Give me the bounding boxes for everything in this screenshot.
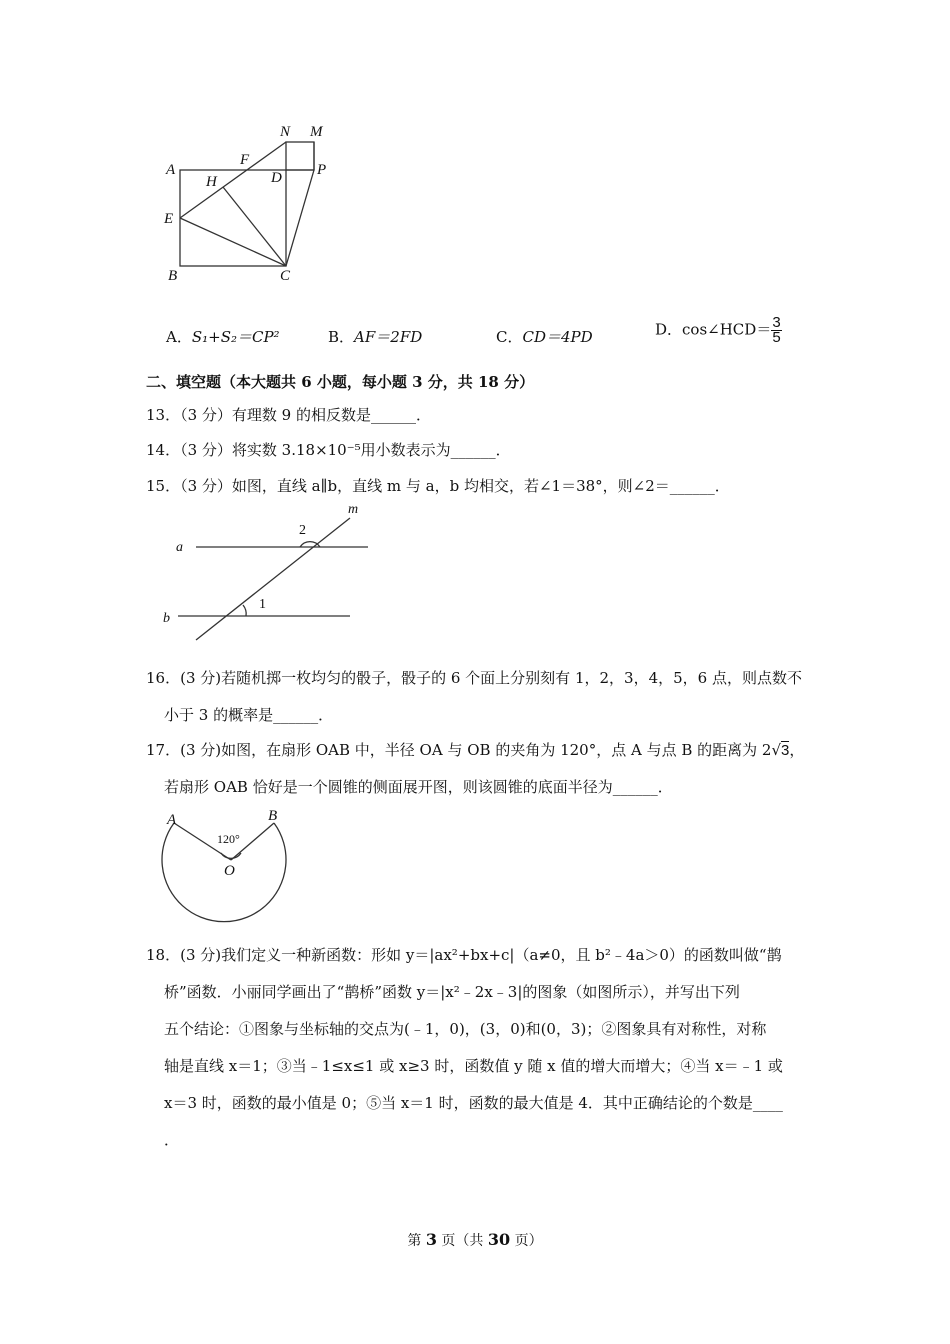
label-point-o: O bbox=[224, 863, 235, 879]
current-page: 3 bbox=[425, 1230, 437, 1249]
segment-hc bbox=[223, 187, 286, 266]
question-18-line-6: ． bbox=[164, 1131, 180, 1149]
choice-a: A．S₁+S₂＝CP² bbox=[166, 328, 280, 346]
label-angle-2: 2 bbox=[299, 523, 306, 538]
label-line-m: m bbox=[348, 502, 359, 517]
label-e: E bbox=[164, 211, 174, 227]
q12-geometry-figure bbox=[160, 118, 340, 288]
label-h: H bbox=[206, 174, 217, 190]
question-15: 15．（3 分）如图，直线 a∥b，直线 m 与 a，b 均相交，若∠1＝38°，则∠2＝______． bbox=[146, 477, 730, 495]
angle-2-arc bbox=[300, 542, 320, 547]
segment-pc bbox=[286, 170, 314, 266]
question-18-line-1: 18．(3 分)我们定义一种新函数：形如 y＝|ax²+bx+c|（a≠0，且 b²﹣4a＞0）的函数叫做“鹊 bbox=[146, 946, 782, 964]
choice-c: C．CD＝4PD bbox=[496, 328, 593, 346]
sqrt-symbol: √ bbox=[771, 741, 782, 759]
question-17-line-2: 若扇形 OAB 恰好是一个圆锥的侧面展开图，则该圆锥的底面半径为______． bbox=[164, 778, 673, 796]
question-14: 14．（3 分）将实数 3.18×10⁻⁵用小数表示为______． bbox=[146, 441, 511, 459]
label-point-b: B bbox=[268, 808, 278, 824]
section-title: 二、填空题（本大题共 6 小题，每小题 3 分，共 18 分） bbox=[146, 373, 535, 391]
label-f: F bbox=[240, 152, 250, 168]
label-b: B bbox=[168, 268, 178, 284]
label-a: A bbox=[166, 162, 176, 178]
angle-1-arc bbox=[243, 605, 246, 616]
label-line-b: b bbox=[163, 611, 170, 626]
label-angle-120: 120° bbox=[217, 832, 240, 846]
total-pages: 30 bbox=[487, 1230, 511, 1249]
label-c: C bbox=[280, 268, 291, 284]
label-p: P bbox=[317, 162, 327, 178]
square-dpmn bbox=[286, 142, 314, 170]
question-16-line-1: 16．(3 分)若随机掷一枚均匀的骰子，骰子的 6 个面上分别刻有 1，2，3，4，5，6 点，则点数不 bbox=[146, 669, 802, 687]
question-16-line-2: 小于 3 的概率是______． bbox=[164, 706, 334, 724]
question-18-line-4: 轴是直线 x＝1；③当﹣1≤x≤1 或 x≥3 时，函数值 y 随 x 值的增大而增大；④当 x＝﹣1 或 bbox=[164, 1057, 783, 1075]
choice-b: B．AF＝2FD bbox=[328, 328, 423, 346]
label-angle-1: 1 bbox=[259, 597, 266, 612]
page-footer: 第 3 页（共 30 页） bbox=[407, 1230, 543, 1249]
sqrt-radicand: 3 bbox=[781, 742, 790, 759]
label-d: D bbox=[271, 170, 282, 186]
line-m bbox=[196, 518, 350, 640]
label-m: M bbox=[310, 124, 323, 140]
question-18-line-2: 桥”函数．小丽同学画出了“鹊桥”函数 y＝|x²﹣2x﹣3|的图象（如图所示），并写出下列 bbox=[164, 983, 740, 1001]
question-13: 13．（3 分）有理数 9 的相反数是______． bbox=[146, 406, 431, 424]
choice-d: D．cos∠HCD＝ $\frac{3}{5}$ bbox=[655, 314, 781, 346]
fraction-three-fifths: $\frac{3}{5}$ bbox=[772, 314, 781, 346]
question-18-line-5: x＝3 时，函数的最小值是 0；⑤当 x＝1 时，函数的最大值是 4．其中正确结论的个数是____ bbox=[164, 1094, 783, 1112]
question-17-line-1: 17．(3 分)如图，在扇形 OAB 中，半径 OA 与 OB 的夹角为 120°，点 A 与点 B 的距离为 2√3， bbox=[146, 741, 805, 759]
q15-parallel-lines-figure bbox=[160, 500, 380, 645]
label-line-a: a bbox=[176, 540, 183, 555]
q17-sector-figure bbox=[160, 806, 300, 926]
label-point-a: A bbox=[167, 812, 177, 828]
segment-ec bbox=[180, 218, 286, 266]
question-18-line-3: 五个结论：①图象与坐标轴的交点为(﹣1，0)，(3，0)和(0，3)；②图象具有对称性，对称 bbox=[164, 1020, 767, 1038]
label-n: N bbox=[280, 124, 291, 140]
